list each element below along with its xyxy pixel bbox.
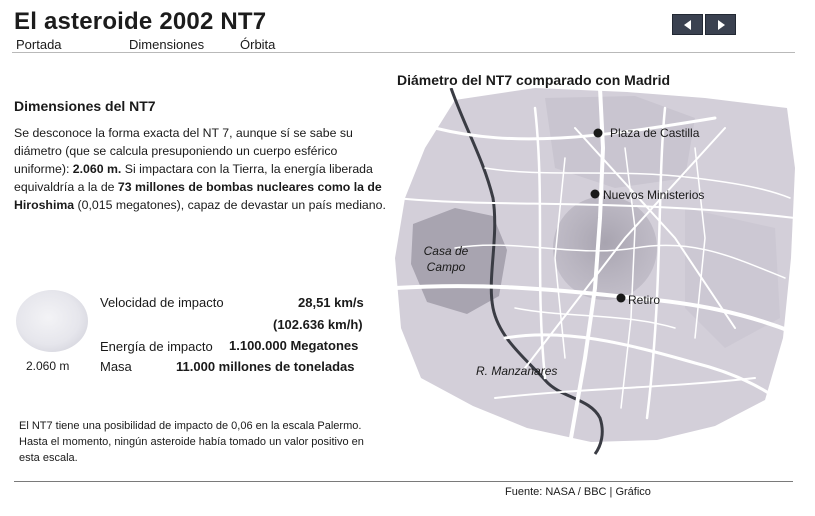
prev-button[interactable] xyxy=(672,14,703,35)
arrow-right-icon xyxy=(715,19,727,31)
plaza-de-castilla-marker xyxy=(594,129,603,138)
velocity-value: 28,51 km/s xyxy=(298,295,364,310)
tab-bar xyxy=(12,36,795,53)
label-manzanares: R. Manzanares xyxy=(476,364,558,378)
nav-arrows xyxy=(672,14,736,35)
tab-orbita[interactable]: Órbita xyxy=(240,37,276,52)
energy-label: Energía de impacto xyxy=(100,339,213,354)
asteroid-caption: 2.060 m xyxy=(26,359,70,373)
footnote: El NT7 tiene una posibilidad de impacto de 0,06 en la escala Palermo. Hasta el momento, ningún asteroide había tomado un valor positivo en esta escala. xyxy=(19,420,364,464)
description-part: Si impactara con la Tierra, la energía liberada equivaldría a la de xyxy=(14,162,373,194)
label-casa-de-campo: Casa de Campo xyxy=(423,244,469,274)
description-part: Se desconoce la forma exacta del NT 7, aunque sí se sabe su diámetro (que se calcula presuponiendo un cuerpo esférico uniforme): xyxy=(14,126,353,176)
mass-label: Masa xyxy=(100,359,132,374)
footer-divider xyxy=(14,481,793,482)
velocity-label: Velocidad de impacto xyxy=(100,295,224,310)
next-button[interactable] xyxy=(705,14,736,35)
arrow-left-icon xyxy=(682,19,694,31)
description-diameter: 2.060 m. xyxy=(72,162,122,176)
energy-value: 1.100.000 Megatones xyxy=(229,338,359,353)
page-title: El asteroide 2002 NT7 xyxy=(14,8,267,35)
label-nuevos-ministerios: Nuevos Ministerios xyxy=(603,188,705,202)
source-credit: Fuente: NASA / BBC | Gráfico xyxy=(505,486,651,498)
section-title: Dimensiones del NT7 xyxy=(14,98,156,114)
label-retiro: Retiro xyxy=(628,293,661,307)
asteroid-image xyxy=(16,290,88,352)
tab-portada[interactable]: Portada xyxy=(16,37,62,52)
map-title: Diámetro del NT7 comparado con Madrid xyxy=(397,72,671,88)
mass-value: 11.000 millones de toneladas xyxy=(176,359,355,374)
description-text xyxy=(14,124,389,214)
retiro-marker xyxy=(617,294,626,303)
tab-dimensiones[interactable]: Dimensiones xyxy=(129,37,205,52)
nuevos-ministerios-marker xyxy=(591,190,600,199)
nt7-diameter-circle xyxy=(553,196,657,300)
label-plaza-de-castilla: Plaza de Castilla xyxy=(610,126,700,140)
velocity-kmh-value: (102.636 km/h) xyxy=(273,317,363,332)
description-part: (0,015 megatones), capaz de devastar un país mediano. xyxy=(74,198,386,212)
description-bombs: 73 millones de bombas nucleares como la de Hiroshima xyxy=(14,180,382,212)
